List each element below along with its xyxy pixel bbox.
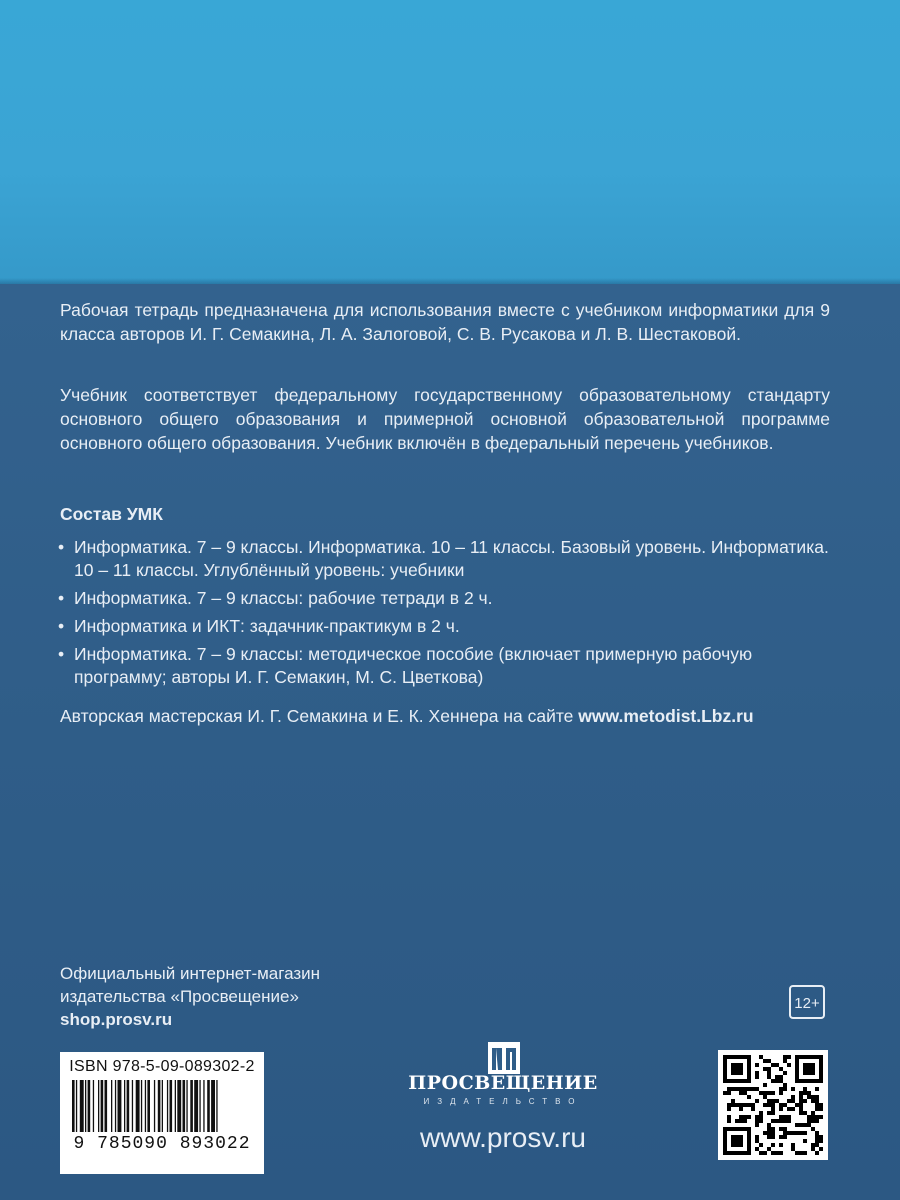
workshop-url[interactable]: www.metodist.Lbz.ru [578,706,754,726]
publisher-subtitle: ИЗДАТЕЛЬСТВО [423,1097,583,1106]
publisher-logo-icon [486,1040,522,1076]
workshop-line [60,704,830,728]
cover-top-band [0,0,900,284]
umk-title: Состав УМК [60,504,163,524]
age-rating-badge: 12+ [789,985,825,1019]
workshop-text: Авторская мастерская И. Г. Семакина и Е. К. Хеннера на сайте [60,706,574,726]
description-paragraph-1: Рабочая тетрадь предназначена для использования вместе с учебником информатики для 9 класса авторов И. Г. Семакина, Л. А. Залоговой, С. В. Русакова и Л. В. Шестаковой. [60,300,830,344]
umk-item: • Информатика. 7 – 9 классы. Информатика. 10 – 11 классы. Базовый уровень. Информатика. 10 – 11 классы. Углублённый уровень: учебники [60,536,830,582]
umk-item: • Информатика. 7 – 9 классы: рабочие тетради в 2 ч. [60,587,830,610]
shop-line-2: издательства «Просвещение» [60,987,299,1006]
shop-url[interactable]: shop.prosv.ru [60,1010,173,1029]
barcode-icon [70,1080,254,1132]
umk-list [60,536,830,694]
publisher-name: ПРОСВЕЩЕНИЕ [408,1072,598,1094]
qr-code-icon [723,1055,823,1155]
umk-item: • Информатика. 7 – 9 классы: методическое пособие (включает примерную рабочую программу; авторы И. Г. Семакин, М. С. Цветкова) [60,643,830,689]
isbn-text: ISBN 978-5-09-089302-2 [69,1058,255,1075]
barcode-block [60,1052,264,1174]
qr-code [718,1050,828,1160]
publisher-url[interactable]: www.prosv.ru [420,1122,586,1153]
shop-block [60,962,320,1031]
umk-item: • Информатика и ИКТ: задачник-практикум в 2 ч. [60,615,830,638]
shop-line-1: Официальный интернет-магазин [60,964,321,983]
barcode-digits: 9 785090 893022 [73,1134,251,1154]
description-paragraph-2: Учебник соответствует федеральному государственному образовательному стандарту основного общего образования и примерной основной образовательной программе основного общего образования. Учебник включён в федеральный перечень учебников. [60,385,830,453]
